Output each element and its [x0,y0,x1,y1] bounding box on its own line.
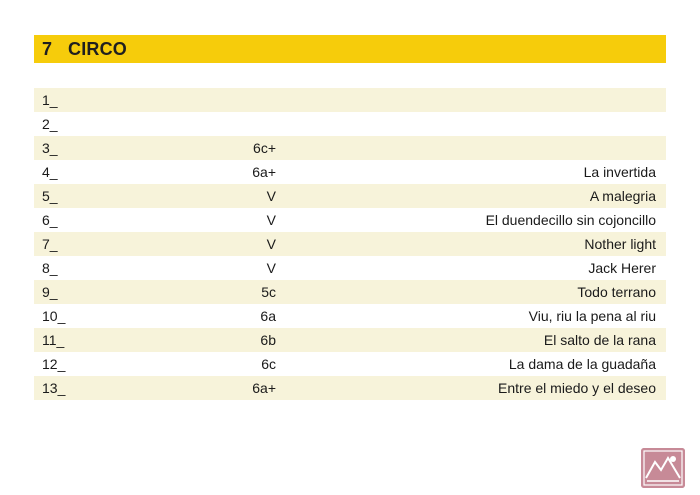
route-grade: V [266,236,276,252]
route-grade: 6c+ [253,140,276,156]
route-row [34,184,666,208]
section-header [34,35,666,63]
mountain-logo-graphic [641,448,685,488]
route-number: 13_ [42,380,66,396]
route-grade: V [266,188,276,204]
route-number: 5_ [42,188,58,204]
route-grade: V [266,260,276,276]
route-name: Jack Herer [588,260,656,276]
route-row [34,160,666,184]
route-name: La invertida [583,164,656,180]
route-row [34,88,666,112]
route-name: Entre el miedo y el deseo [498,380,656,396]
route-name: A malegria [589,188,656,204]
route-row [34,208,666,232]
route-row [34,352,666,376]
route-grade: 6c [261,356,276,372]
route-row [34,112,666,136]
route-number: 2_ [42,116,58,132]
route-number: 6_ [42,212,58,228]
section-title: CIRCO [68,38,127,59]
route-grade: 6a [260,308,276,324]
route-number: 9_ [42,284,58,300]
route-number: 10_ [42,308,66,324]
route-row [34,376,666,400]
route-name: La dama de la guadaña [508,356,656,372]
route-name: El duendecillo sin cojoncillo [485,212,656,228]
route-grade: 6a+ [252,380,276,396]
route-grade: V [266,212,276,228]
route-number: 7_ [42,236,58,252]
route-grade: 5c [261,284,276,300]
route-name: Nother light [584,236,656,252]
route-row [34,136,666,160]
route-number: 1_ [42,92,58,108]
route-number: 11_ [42,332,65,348]
route-number: 3_ [42,140,58,156]
route-number: 12_ [42,356,66,372]
route-list [34,88,666,400]
route-row [34,280,666,304]
route-row [34,256,666,280]
route-name: El salto de la rana [543,332,656,348]
mountain-logo-icon [641,448,685,488]
route-row [34,328,666,352]
route-grade: 6b [260,332,276,348]
route-name: Todo terrano [577,284,656,300]
route-number: 8_ [42,260,58,276]
route-grade: 6a+ [252,164,276,180]
route-number: 4_ [42,164,58,180]
route-row [34,304,666,328]
section-number: 7 [42,38,53,59]
route-name: Viu, riu la pena al riu [528,308,656,324]
route-row [34,232,666,256]
